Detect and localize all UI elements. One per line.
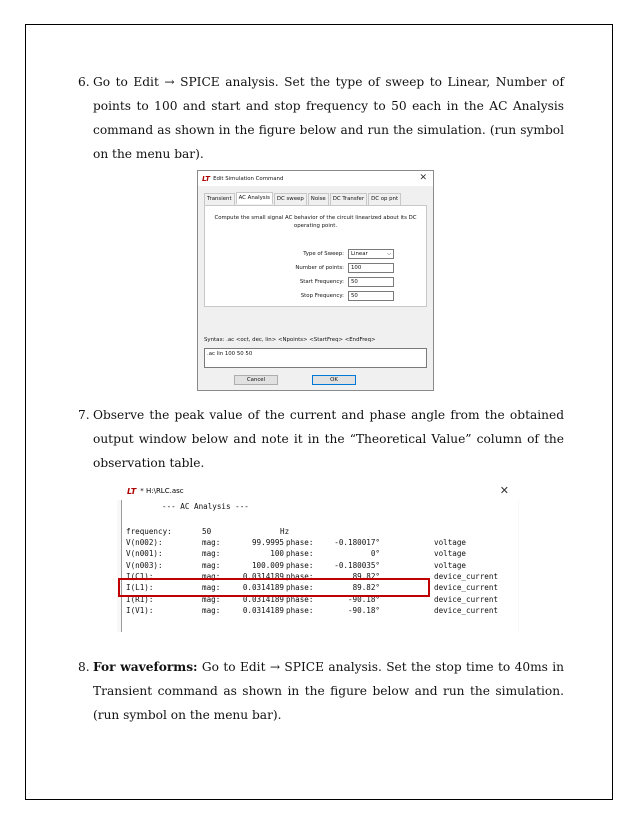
start-frequency-label: Start Frequency: xyxy=(299,279,344,285)
step-text-rest: Go to Edit → SPICE analysis. Set the stop time to 40ms in Transient command as shown in the figure below and run the simulation. (run symbol on the menu bar). xyxy=(93,660,565,722)
number-of-points-label: Number of points: xyxy=(295,265,344,271)
dialog-title: Edit Simulation Command xyxy=(213,175,284,182)
stop-frequency-label: Stop Frequency: xyxy=(300,293,344,299)
row-mag-value: 0.0314189 xyxy=(242,583,284,593)
command-textbox[interactable]: .ac lin 100 50 50 xyxy=(204,348,427,368)
row-type: device_current xyxy=(434,605,499,615)
tab-dc-sweep[interactable]: DC sweep xyxy=(274,193,307,205)
row-mag-value: 100 xyxy=(270,549,284,559)
row-phase-value: -0.180017° xyxy=(334,538,380,547)
row-name: I(L1): xyxy=(126,583,154,593)
row-phase-label: phase: xyxy=(286,594,314,604)
row-type: device_current xyxy=(434,571,499,581)
tab-bar xyxy=(204,193,402,205)
dialog-titlebar xyxy=(198,171,433,186)
row-phase-value: 89.82° xyxy=(352,571,380,581)
step-6 xyxy=(78,70,564,166)
step-bold-prefix: For waveforms: xyxy=(93,660,198,674)
tab-dc-op-pnt[interactable]: DC op pnt xyxy=(368,193,401,205)
tab-ac-analysis[interactable]: AC Analysis xyxy=(236,192,273,204)
tab-noise[interactable]: Noise xyxy=(308,193,329,205)
row-mag-label: mag: xyxy=(202,594,221,604)
sweep-type-label: Type of Sweep: xyxy=(303,251,344,257)
ok-button[interactable]: OK xyxy=(312,375,356,385)
sweep-type-select[interactable] xyxy=(348,249,394,259)
row-type: device_current xyxy=(434,583,499,593)
cancel-button[interactable]: Cancel xyxy=(234,375,278,385)
row-phase-label: phase: xyxy=(286,560,314,570)
ltspice-logo-icon: LT xyxy=(202,174,211,183)
row-phase-value: -90.18° xyxy=(347,594,380,604)
row-mag-label: mag: xyxy=(202,571,221,581)
frequency-unit: Hz xyxy=(280,527,290,536)
row-name: I(V1): xyxy=(126,605,154,615)
row-name: V(n002): xyxy=(126,538,163,547)
output-titlebar xyxy=(117,482,519,500)
stop-frequency-row xyxy=(205,291,428,302)
ltspice-logo-icon: LT xyxy=(127,486,137,496)
row-mag-label: mag: xyxy=(202,538,221,547)
step-text: Go to Edit → SPICE analysis. Set the type of sweep to Linear, Number of points to 100 and start and stop frequency to 50 each in the AC Analysis command as shown in the figure below and run the simulation. (run symbol on the menu bar). xyxy=(93,75,564,161)
step-7 xyxy=(78,403,564,475)
tab-dc-transfer[interactable]: DC Transfer xyxy=(330,193,367,205)
tab-transient[interactable]: Transient xyxy=(204,193,235,205)
row-mag-label: mag: xyxy=(202,605,221,615)
row-type: voltage xyxy=(434,538,467,547)
frequency-value: 50 xyxy=(202,527,212,536)
edit-simulation-command-dialog xyxy=(197,170,434,391)
row-mag-value: 0.0314189 xyxy=(242,605,284,615)
ac-analysis-panel xyxy=(204,205,427,307)
row-phase-label: phase: xyxy=(286,583,314,593)
close-icon[interactable]: ✕ xyxy=(419,173,427,183)
row-phase-value: 89.82° xyxy=(352,583,380,593)
output-title: * H:\RLC.asc xyxy=(140,487,184,495)
row-phase-value: -90.18° xyxy=(347,605,380,615)
row-mag-label: mag: xyxy=(202,583,221,593)
number-of-points-input[interactable]: 100 xyxy=(348,263,394,273)
row-name: I(C1): xyxy=(126,571,154,581)
sweep-type-value: Linear xyxy=(351,251,368,257)
row-mag-value: 99.9995 xyxy=(251,538,284,547)
output-header: --- AC Analysis --- xyxy=(162,502,249,511)
step-text: Observe the peak value of the current and phase angle from the obtained output window below and note it in the “Theoretical Value” column of the observation table. xyxy=(93,408,564,470)
row-phase-label: phase: xyxy=(286,605,314,615)
ac-analysis-output-window xyxy=(117,482,519,632)
row-mag-value: 0.0314189 xyxy=(242,571,284,581)
output-text-area xyxy=(121,500,518,632)
row-phase-label: phase: xyxy=(286,549,314,559)
row-name: V(n003): xyxy=(126,560,163,570)
step-number: 8. xyxy=(78,660,90,674)
row-mag-label: mag: xyxy=(202,560,221,570)
row-type: voltage xyxy=(434,560,467,570)
row-phase-label: phase: xyxy=(286,571,314,581)
highlight-box xyxy=(118,578,430,597)
row-type: device_current xyxy=(434,594,499,604)
start-frequency-input[interactable]: 50 xyxy=(348,277,394,287)
number-of-points-row xyxy=(205,263,428,274)
step-number: 7. xyxy=(78,408,90,422)
syntax-hint: Syntax: .ac <oct, dec, lin> <Npoints> <StartFreq> <EndFreq> xyxy=(204,337,376,343)
row-name: V(n001): xyxy=(126,549,163,559)
analysis-description: Compute the small signal AC behavior of the circuit linearized about its DC operating point. xyxy=(214,215,417,229)
row-name: I(R1): xyxy=(126,594,154,604)
step-8 xyxy=(78,655,564,727)
row-mag-value: 100.009 xyxy=(251,560,284,570)
chevron-down-icon: ⌵ xyxy=(387,251,391,257)
sweep-type-row xyxy=(205,249,428,260)
step-text xyxy=(93,655,564,727)
stop-frequency-input[interactable]: 50 xyxy=(348,291,394,301)
frequency-label: frequency: xyxy=(126,527,172,536)
row-phase-label: phase: xyxy=(286,538,314,547)
row-type: voltage xyxy=(434,549,467,559)
row-phase-value: 0° xyxy=(370,549,380,559)
close-icon[interactable]: ✕ xyxy=(499,484,509,497)
row-phase-value: -0.180035° xyxy=(334,560,380,570)
row-mag-label: mag: xyxy=(202,549,221,559)
row-mag-value: 0.0314189 xyxy=(242,594,284,604)
start-frequency-row xyxy=(205,277,428,288)
step-number: 6. xyxy=(78,75,90,89)
